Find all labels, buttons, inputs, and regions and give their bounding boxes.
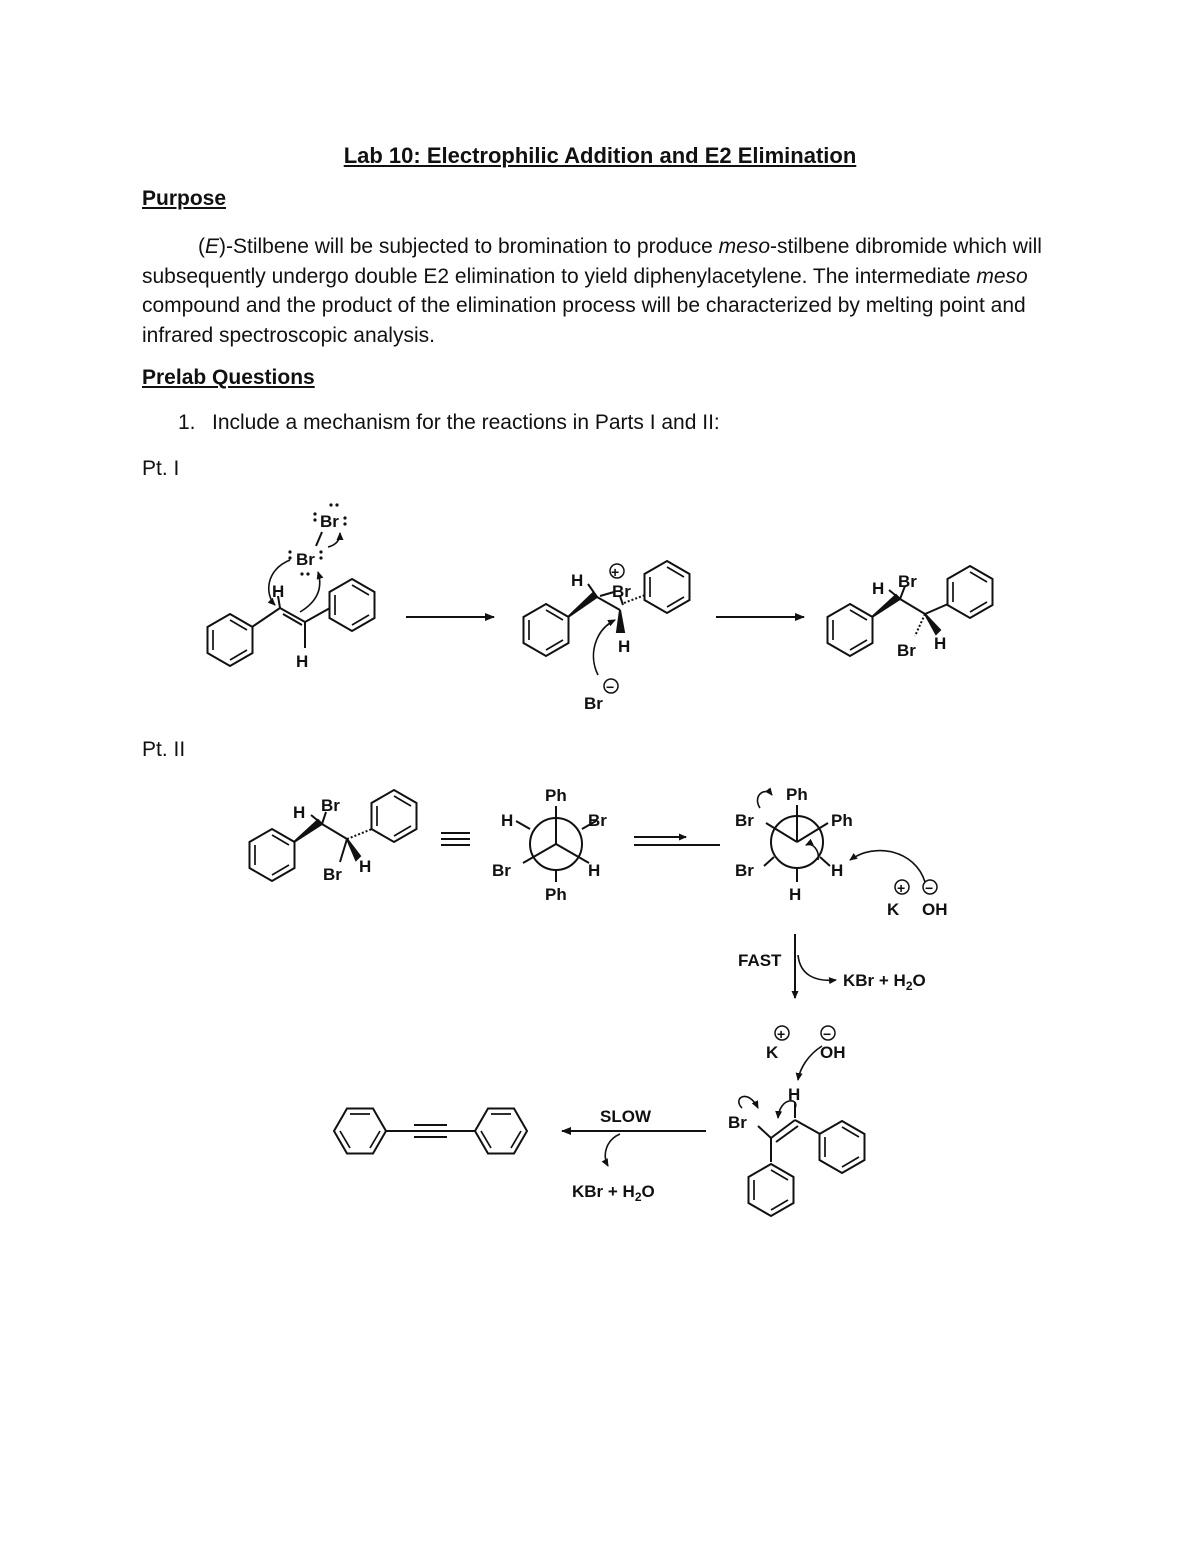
- ph-label: Ph: [545, 885, 567, 904]
- purpose-text: )-Stilbene will be subjected to bromination to produce: [219, 235, 719, 258]
- benzene-ring: [749, 1164, 794, 1216]
- h-label: H: [789, 885, 802, 904]
- h-label: H: [296, 652, 309, 671]
- benzene-ring: [645, 561, 690, 613]
- benzene-ring: [524, 604, 569, 656]
- purpose-heading: Purpose: [142, 187, 227, 210]
- br-label: Br: [320, 512, 339, 531]
- bond: [795, 1120, 820, 1134]
- benzene-ring: [948, 566, 993, 618]
- br-label: Br: [735, 861, 754, 880]
- br-label: Br: [323, 865, 342, 884]
- purpose-text: (: [198, 235, 205, 258]
- byproduct-label: KBr + $H_2O$: [843, 971, 926, 993]
- newman-projection-anti: [757, 792, 937, 894]
- br-label: Br: [728, 1113, 747, 1132]
- curved-arrow: [593, 620, 615, 675]
- purpose-italic-meso: meso: [718, 235, 770, 258]
- h-label: H: [872, 579, 885, 598]
- benzene-ring: [372, 790, 417, 842]
- question-number: 1.: [178, 411, 196, 434]
- purpose-text: -stilbene dibromide which will subsequently undergo double E2 elimination to yield diphenylacetylene. The intermediate: [142, 235, 1042, 288]
- bond: [764, 857, 774, 866]
- h-label: H: [588, 861, 601, 880]
- purpose-italic-e: E: [205, 235, 220, 258]
- k-label: K: [766, 1043, 779, 1062]
- benzene-ring: [208, 614, 253, 666]
- prelab-heading: Prelab Questions: [142, 366, 315, 389]
- plus-sign: +: [897, 880, 906, 896]
- slow-label: SLOW: [600, 1107, 651, 1126]
- wedge-bond: [568, 593, 597, 617]
- h-label: H: [618, 637, 631, 656]
- plus-sign: +: [777, 1026, 786, 1042]
- br-br-bond: [316, 532, 322, 546]
- diphenylacetylene: [334, 1109, 527, 1154]
- fast-label: FAST: [738, 951, 782, 970]
- h-label: H: [571, 571, 584, 590]
- benzene-ring: [250, 829, 295, 881]
- br-label: Br: [898, 572, 917, 591]
- benzene-ring: [475, 1109, 527, 1154]
- purpose-italic-meso: meso: [976, 264, 1028, 288]
- equivalence-sign: [441, 833, 470, 845]
- vinyl-bromide: [739, 1026, 865, 1216]
- k-label: K: [887, 900, 900, 919]
- ph-label: Ph: [831, 811, 853, 830]
- bond: [252, 608, 280, 627]
- bond: [758, 1126, 771, 1138]
- stilbene: [208, 579, 375, 666]
- newman-projection: [516, 806, 596, 882]
- br-label: Br: [492, 861, 511, 880]
- hash-bond: [915, 614, 925, 636]
- h-label: H: [788, 1085, 801, 1104]
- purpose-text: compound and the product of the elimination process will be characterized by melting point and infrared spectroscopic analysis.: [142, 294, 1026, 347]
- br-label: Br: [584, 694, 603, 713]
- wedge-bond: [872, 595, 900, 617]
- br-label: Br: [735, 811, 754, 830]
- bond: [523, 844, 556, 863]
- oh-label: OH: [922, 900, 948, 919]
- minus-sign: −: [606, 679, 615, 695]
- benzene-ring: [334, 1109, 386, 1154]
- double-bond: [776, 1126, 798, 1142]
- bond: [305, 608, 330, 622]
- benzene-ring: [330, 579, 375, 631]
- wedge-bond: [925, 614, 940, 634]
- bond: [340, 839, 347, 862]
- part-2-label: Pt. II: [142, 738, 186, 761]
- h-label: H: [831, 861, 844, 880]
- wedge-bond: [617, 610, 624, 632]
- wedge-bond: [294, 820, 322, 842]
- ph-label: Ph: [786, 785, 808, 804]
- double-bond: [771, 1120, 795, 1138]
- minus-sign: −: [823, 1026, 832, 1042]
- part-1-label: Pt. I: [142, 457, 180, 480]
- bond: [925, 604, 948, 614]
- br-label: Br: [612, 582, 631, 601]
- h-label: H: [272, 582, 285, 601]
- equilibrium-arrows: [634, 837, 720, 845]
- bond: [556, 844, 589, 863]
- br-label: Br: [897, 641, 916, 660]
- curved-arrow: [798, 1046, 822, 1080]
- br-label: Br: [321, 796, 340, 815]
- br-label: Br: [296, 550, 315, 569]
- h-label: H: [359, 857, 372, 876]
- benzene-ring: [828, 604, 873, 656]
- oh-label: OH: [820, 1043, 846, 1062]
- h-label: H: [501, 811, 514, 830]
- br-label: Br: [588, 811, 607, 830]
- question-text: Include a mechanism for the reactions in Parts I and II:: [212, 411, 720, 434]
- plus-sign: +: [611, 564, 620, 580]
- curved-arrow: [806, 844, 818, 860]
- curved-arrow: [739, 1096, 758, 1108]
- ph-label: Ph: [545, 786, 567, 805]
- curved-arrow: [605, 1134, 620, 1166]
- minus-sign: −: [925, 880, 934, 896]
- benzene-ring: [820, 1121, 865, 1173]
- page-title: Lab 10: Electrophilic Addition and E2 Elimination: [343, 143, 857, 168]
- h-label: H: [293, 803, 306, 822]
- hash-bond: [347, 829, 372, 839]
- bond: [516, 821, 530, 829]
- bond: [322, 824, 347, 839]
- bond: [820, 857, 830, 866]
- bromonium-ion: [524, 561, 690, 693]
- curved-arrow: [850, 851, 925, 882]
- h-label: H: [934, 634, 947, 653]
- curved-arrow: [798, 955, 836, 980]
- curved-arrow: [757, 792, 772, 808]
- bond: [900, 599, 925, 614]
- byproduct-label: KBr + $H_2O$: [572, 1182, 655, 1204]
